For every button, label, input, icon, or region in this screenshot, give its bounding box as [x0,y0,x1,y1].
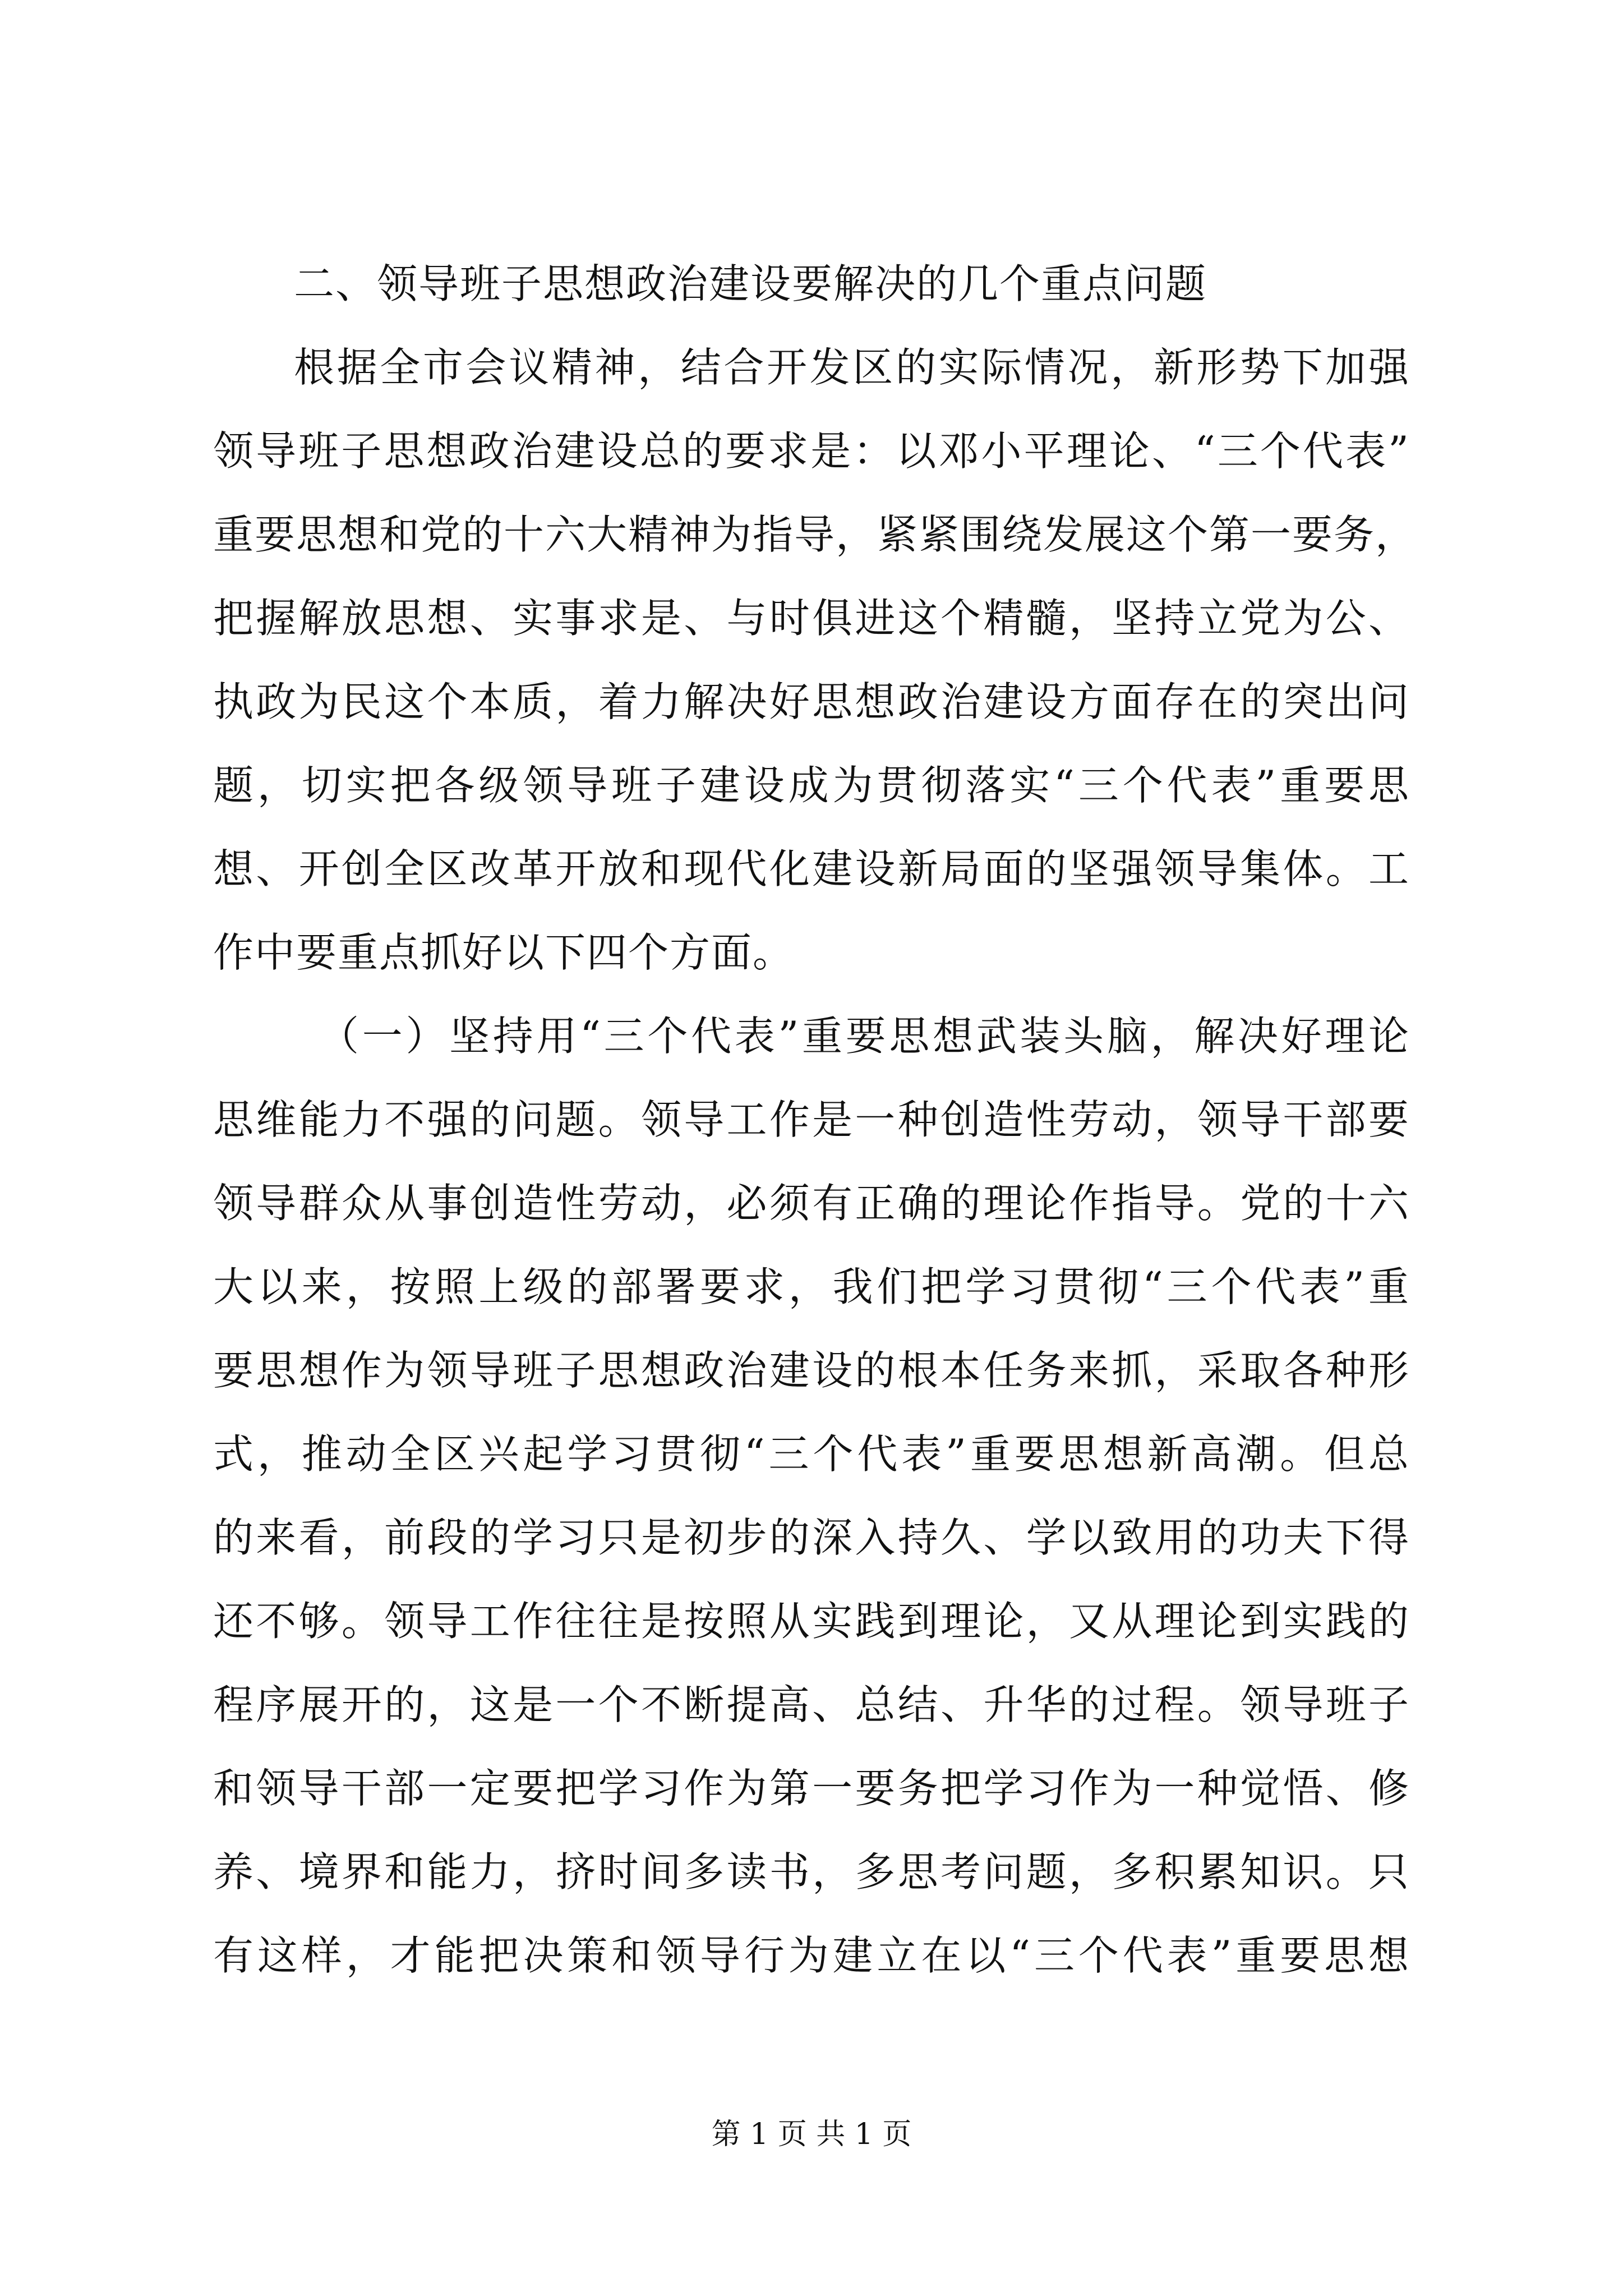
paragraph-line: 作中要重点抓好以下四个方面。 [213,929,795,976]
paragraph-line: 领导群众从事创造性劳动，必须有正确的理论作指导。党的十六 [213,1180,1410,1227]
paragraph-line: 式，推动全区兴起学习贯彻“三个代表”重要思想新高潮。但总 [213,1430,1410,1478]
page-number-footer: 第 1 页 共 1 页 [711,2118,912,2151]
paragraph-line: 题，切实把各级领导班子建设成为贯彻落实“三个代表”重要思 [213,762,1410,809]
paragraph-line: 想、开创全区改革开放和现代化建设新局面的坚强领导集体。工 [213,845,1410,892]
paragraph-line: 养、境界和能力，挤时间多读书，多思考问题，多积累知识。只 [213,1848,1410,1895]
paragraph-line: 执政为民这个本质，着力解决好思想政治建设方面存在的突出问 [213,678,1410,725]
paragraph-line: 要思想作为领导班子思想政治建设的根本任务来抓，采取各种形 [213,1347,1410,1394]
paragraph-line: 有这样，才能把决策和领导行为建立在以“三个代表”重要思想 [213,1932,1410,1979]
paragraph-line: 思维能力不强的问题。领导工作是一种创造性劳动，领导干部要 [213,1096,1410,1143]
subsection-heading-line: （一）坚持用“三个代表”重要思想武装头脑，解决好理论 [319,1013,1410,1060]
paragraph-line: 程序展开的，这是一个不断提高、总结、升华的过程。领导班子 [213,1681,1410,1728]
paragraph-line: 重要思想和党的十六大精神为指导，紧紧围绕发展这个第一要务， [213,511,1417,558]
section-heading: 二、领导班子思想政治建设要解决的几个重点问题 [294,260,1207,307]
paragraph-line: 根据全市会议精神，结合开发区的实际情况，新形势下加强 [294,344,1410,391]
document-body [213,242,1417,1998]
paragraph-line: 领导班子思想政治建设总的要求是：以邓小平理论、“三个代表” [213,427,1410,475]
paragraph-line: 还不够。领导工作往往是按照从实践到理论，又从理论到实践的 [213,1598,1410,1645]
paragraph-line: 的来看，前段的学习只是初步的深入持久、学以致用的功夫下得 [213,1514,1410,1561]
paragraph-line: 和领导干部一定要把学习作为第一要务把学习作为一种觉悟、修 [213,1765,1410,1812]
paragraph-line: 把握解放思想、实事求是、与时俱进这个精髓，坚持立党为公、 [213,595,1410,642]
paragraph-line: 大以来，按照上级的部署要求，我们把学习贯彻“三个代表”重 [213,1263,1410,1310]
